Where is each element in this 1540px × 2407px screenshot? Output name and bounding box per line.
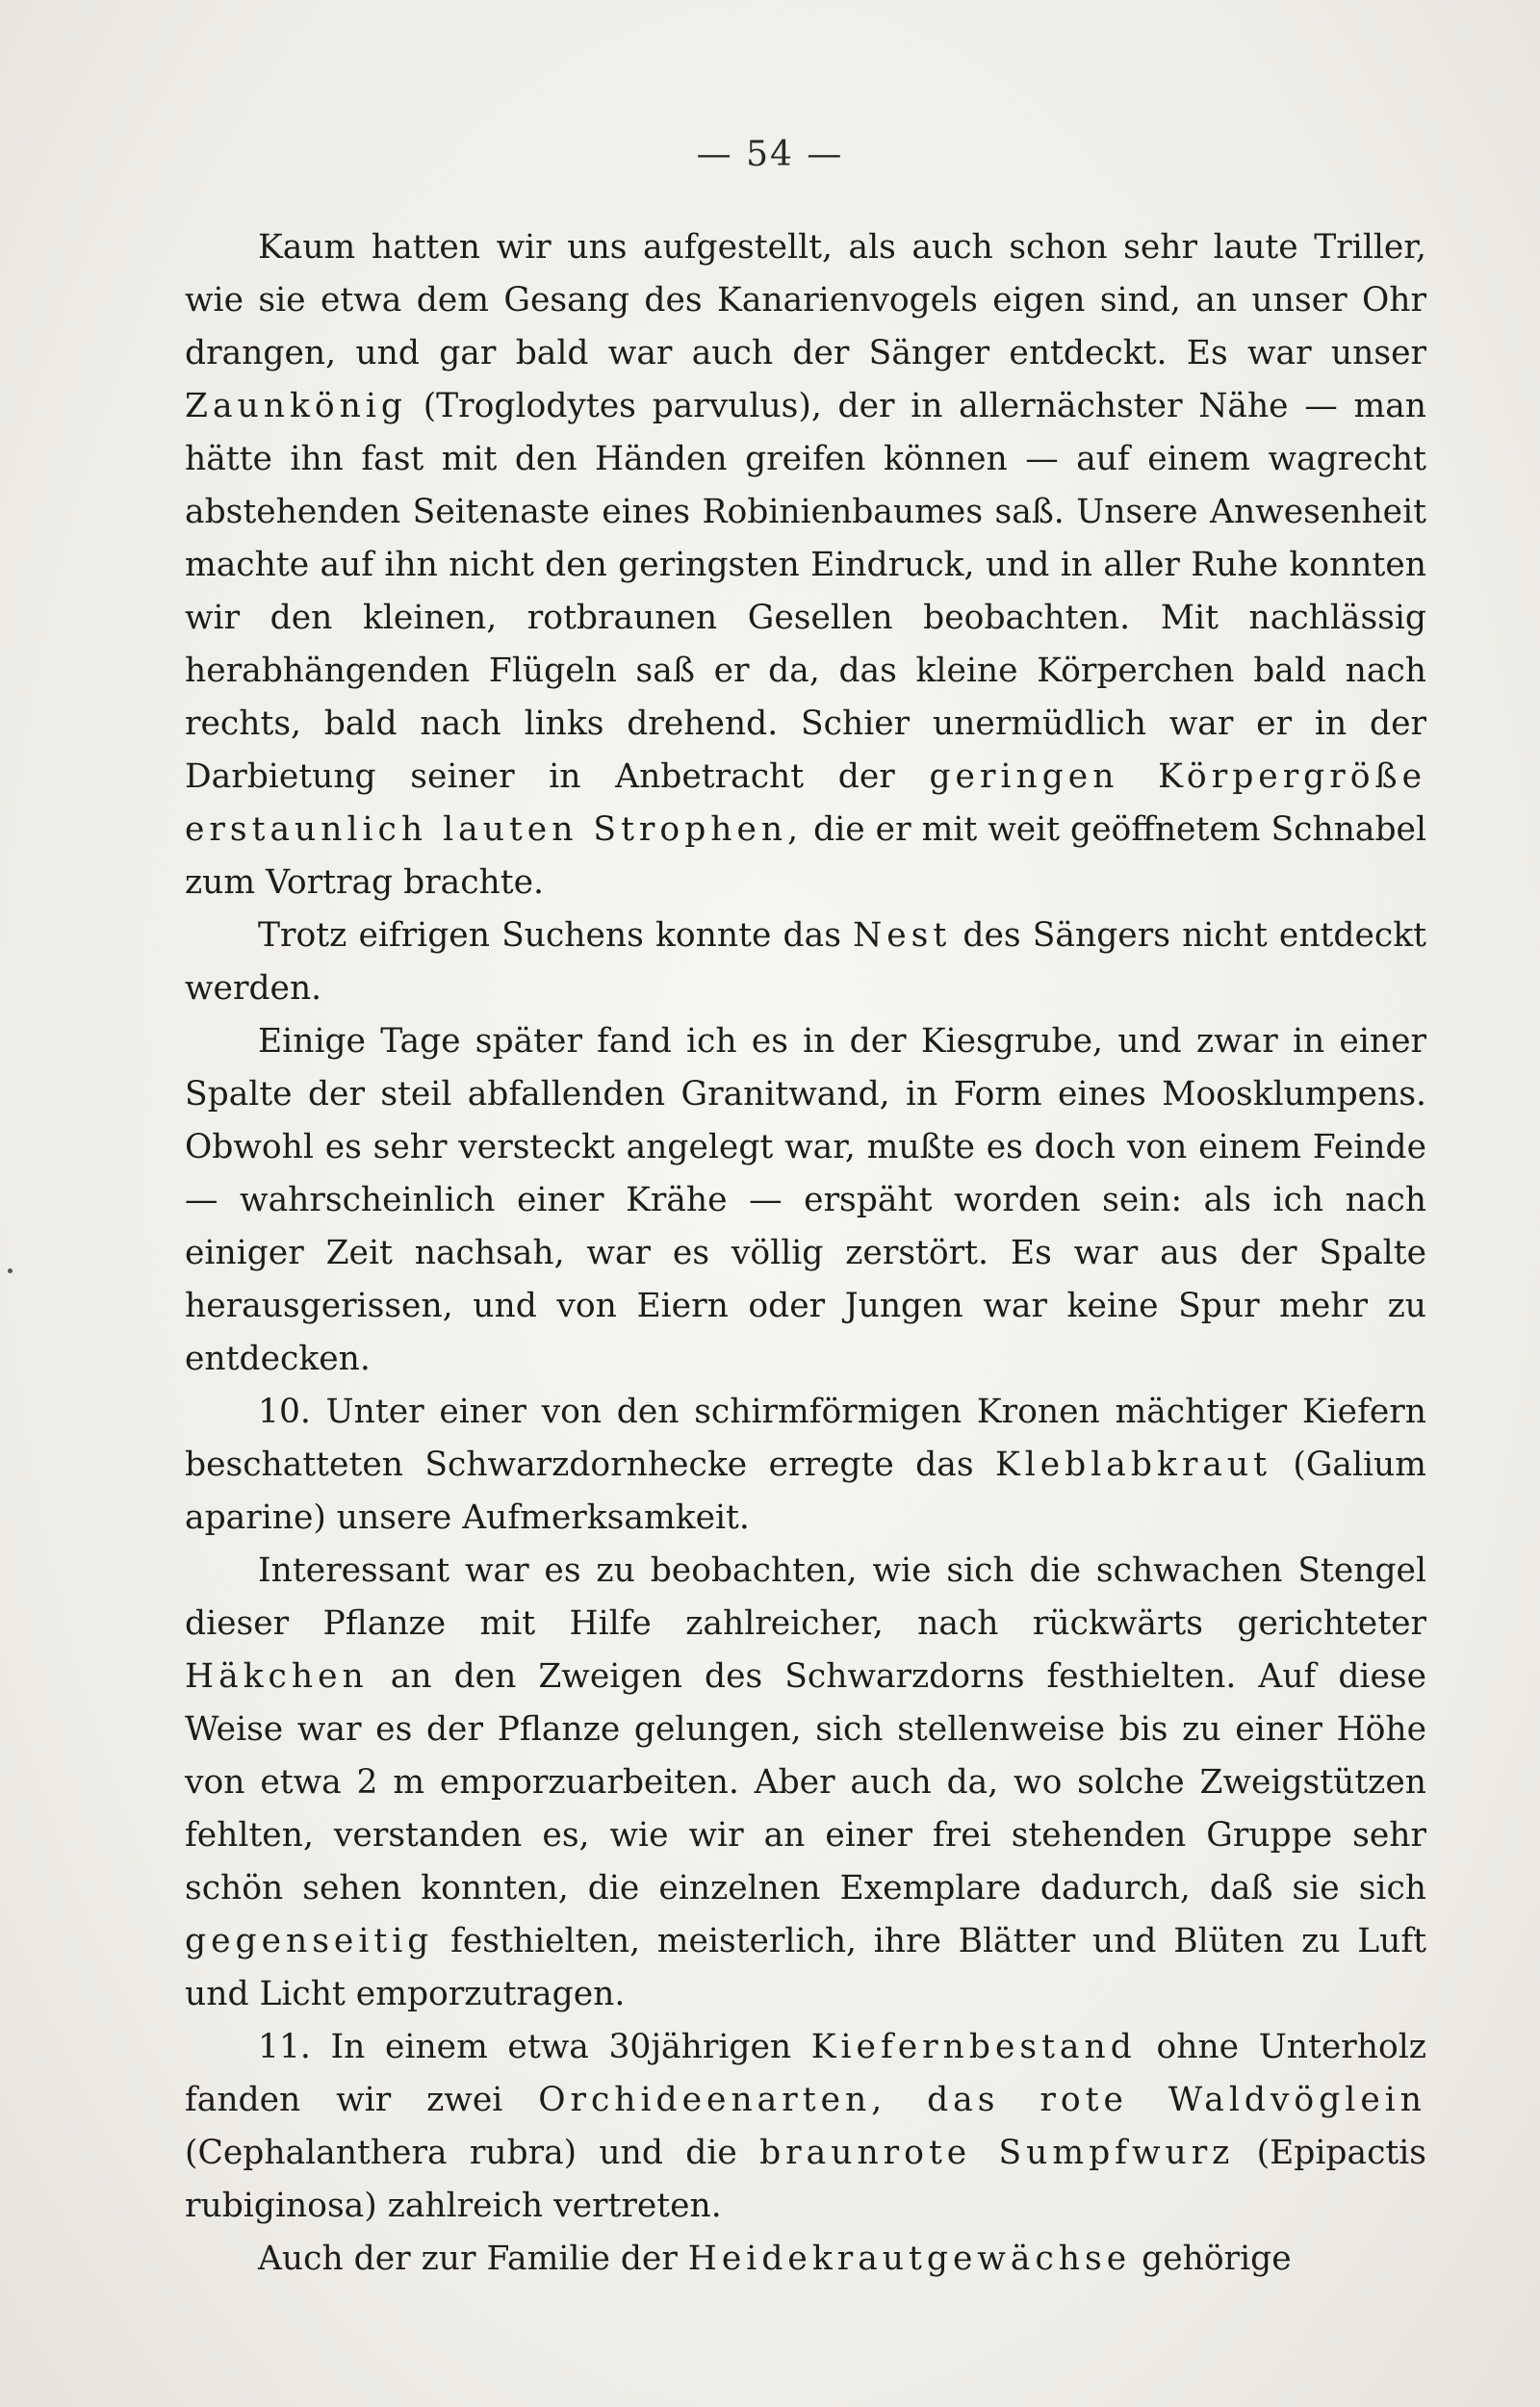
text-run: festhielten, meisterlich, ihre Blätter und Blüten zu Luft und Licht emporzutragen.: [185, 1922, 1426, 2013]
spaced-term: Heidekrautgewächse: [687, 2240, 1132, 2278]
spaced-term: braunrote Sumpfwurz: [759, 2134, 1235, 2172]
text-run: an den Zweigen des Schwarzdorns festhielten. Auf diese Weise war es der Pflanze gelungen, sich stellenweise bis zu einer Höhe von etwa 2 m emporzuarbeiten. Aber auch da, wo solche Zweigstützen fehlten, verstanden es, wie wir an einer frei stehenden Gruppe sehr schön sehen konnten, die einzelnen Exemplare dadurch, daß sie sich: [185, 1657, 1426, 1908]
spaced-term: Kleblabkraut: [994, 1446, 1271, 1484]
text-run: Kaum hatten wir uns aufgestellt, als auch schon sehr laute Triller, wie sie etwa dem Gesang des Kanarienvogels eigen sind, an unser Ohr drangen, und gar bald war auch der Sänger entdeckt. Es war unser: [185, 228, 1426, 372]
spaced-term: gegenseitig: [185, 1922, 434, 1960]
text-run: ohne Unterholz fanden wir zwei: [185, 2028, 1426, 2119]
paragraph-kleblabkraut: [185, 1386, 1426, 1545]
body-text: [185, 221, 1426, 2286]
paragraph-zaunkoenig: [185, 221, 1426, 909]
text-run: die er mit weit geöffnetem Schnabel zum Vortrag brachte.: [185, 810, 1426, 902]
text-run: (Cephalanthera rubra) und die: [185, 2134, 760, 2172]
text-run: des Sängers nicht entdeckt werden.: [185, 916, 1426, 1008]
paragraph-haekchen: [185, 1545, 1426, 2021]
text-run: (Troglodytes parvulus), der in allernächster Nähe — man hätte ihn fast mit den Händen greifen können — auf einem wagrecht abstehenden Seitenaste eines Robinienbaumes saß. Unsere Anwesenheit machte auf ihn nicht den geringsten Eindruck, und in aller Ruhe konnten wir den kleinen, rotbraunen Gesellen beobachten. Mit nachlässig herabhängenden Flügeln saß er da, das kleine Körperchen bald nach rechts, bald nach links drehend. Schier unermüdlich war er in der Darbietung seiner in Anbetracht der: [185, 387, 1426, 796]
text-run: (Galium aparine) unsere Aufmerksamkeit.: [185, 1446, 1426, 1537]
spaced-term: Orchideenarten, das rote Waldvöglein: [538, 2081, 1426, 2119]
spaced-term: Nest: [853, 916, 952, 955]
spaced-term: Häkchen: [185, 1657, 369, 1696]
paragraph-kiesgrube: Einige Tage später fand ich es in der Kiesgrube, und zwar in einer Spalte der steil abfallenden Granitwand, in Form eines Moosklumpens. Obwohl es sehr versteckt angelegt war, mußte es doch von einem Feinde — wahrscheinlich einer Krähe — erspäht worden sein: als ich nach einiger Zeit nachsah, war es völlig zerstört. Es war aus der Spalte herausgerissen, und von Eiern oder Jungen war keine Spur mehr zu entdecken.: [185, 1022, 1426, 1378]
paper-speck: [8, 1268, 13, 1273]
spaced-term: Zaunkönig: [185, 387, 407, 425]
text-run: Auch der zur Familie der: [258, 2240, 688, 2278]
text-run: Trotz eifrigen Suchens konnte das: [258, 916, 854, 955]
paragraph-heidekraut: [185, 2233, 1426, 2286]
text-run: (Epipactis rubiginosa) zahlreich vertreten.: [185, 2134, 1426, 2225]
spaced-term: geringen Körpergröße erstaunlich lauten Strophen,: [185, 757, 1426, 849]
text-run: 10. Unter einer von den schirmförmigen Kronen mächtiger Kiefern beschatteten Schwarzdornhecke erregte das: [185, 1393, 1426, 1484]
paragraph-orchideen: [185, 2021, 1426, 2233]
spaced-term: Kiefernbestand: [810, 2028, 1137, 2066]
page-number: — 54 —: [696, 135, 844, 174]
text-run: Interessant war es zu beobachten, wie sich die schwachen Stengel dieser Pflanze mit Hilfe zahlreicher, nach rückwärts gerichteter: [185, 1551, 1426, 1643]
text-run: gehörige: [1131, 2240, 1292, 2278]
text-run: 11. In einem etwa 30jährigen: [258, 2028, 811, 2066]
paragraph-nest: [185, 909, 1426, 1015]
